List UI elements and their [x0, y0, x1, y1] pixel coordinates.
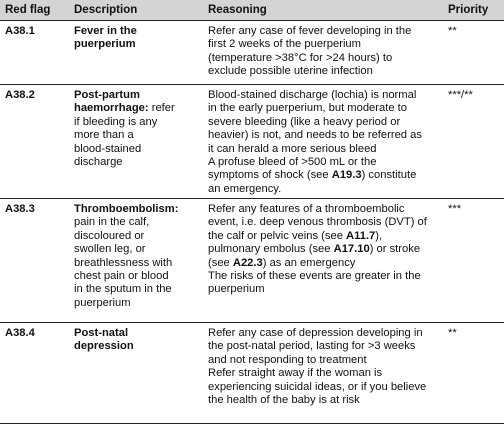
- reasoning-line: A profuse bleed of >500 mL or the: [208, 156, 377, 169]
- table-row: [0, 21, 504, 85]
- description-line: breathlessness with: [74, 256, 173, 269]
- description-line: puerperium: [74, 296, 131, 309]
- table-row: [0, 85, 504, 199]
- description-cell: [74, 89, 175, 169]
- red-flag-code: A38.3: [5, 203, 35, 215]
- header-priority: Priority: [448, 4, 489, 16]
- reasoning-line: the health of the baby is at risk: [208, 394, 360, 407]
- description-line: Thromboembolism:: [74, 203, 179, 215]
- description-line: discoloured or: [74, 229, 145, 242]
- description-line: discharge: [74, 156, 123, 169]
- reasoning-line: the calf or pelvic veins (see A11.7),: [208, 229, 383, 242]
- reasoning-line: exclude possible uterine infection: [208, 65, 373, 78]
- priority-cell: ***: [448, 203, 462, 215]
- reasoning-line: the post-natal period, lasting for >3 weeks: [208, 340, 416, 353]
- red-flag-code: A38.1: [5, 25, 35, 37]
- priority-cell: **: [448, 327, 457, 339]
- reasoning-line: symptoms of shock (see A19.3) constitute: [208, 169, 417, 182]
- table-row: [0, 199, 504, 323]
- table-header: [0, 0, 504, 21]
- reasoning-cell: [208, 25, 411, 79]
- reasoning-line: Refer straight away if the woman is: [208, 367, 383, 380]
- reasoning-line: first 2 weeks of the puerperium: [208, 38, 361, 51]
- description-line: blood-stained: [74, 142, 142, 155]
- reasoning-cell: [208, 89, 422, 196]
- description-line: puerperium: [74, 38, 136, 51]
- reasoning-line: heavier) is not, and needs to be referred as: [208, 129, 422, 142]
- description-line: if bleeding is any: [74, 115, 158, 128]
- description-line: Fever in the: [74, 25, 137, 37]
- reasoning-line: pulmonary embolus (see A17.10) or stroke: [208, 243, 421, 256]
- table-row: [0, 323, 504, 424]
- reasoning-line: Refer any case of fever developing in the: [208, 25, 412, 37]
- reasoning-line: Refer any features of a thromboembolic: [208, 203, 405, 215]
- reasoning-line: severe bleeding (like a heavy period or: [208, 115, 401, 128]
- description-line: pain in the calf,: [74, 216, 150, 229]
- header-description: Description: [74, 4, 138, 16]
- description-line: haemorrhage: refer: [74, 102, 175, 115]
- reasoning-line: Blood-stained discharge (lochia) is normal: [208, 89, 417, 101]
- description-line: in the sputum in the: [74, 283, 172, 296]
- reasoning-line: experiencing suicidal ideas, or if you believe: [208, 380, 427, 393]
- reasoning-line: (temperature >38°C for >24 hours) to: [208, 51, 393, 64]
- reasoning-cell: [208, 327, 426, 407]
- priority-cell: **: [448, 25, 457, 37]
- red-flag-code: A38.2: [5, 89, 35, 101]
- description-cell: [74, 203, 178, 310]
- reasoning-line: The risks of these events are greater in the: [208, 270, 421, 283]
- reasoning-cell: [208, 203, 427, 297]
- description-line: Post-partum: [74, 89, 140, 101]
- description-line: more than a: [74, 129, 134, 142]
- reasoning-line: and not responding to treatment: [208, 353, 367, 366]
- header-red-flag: Red flag: [5, 4, 51, 16]
- description-line: swollen leg, or: [74, 243, 146, 256]
- reasoning-line: in the early puerperium, but moderate to: [208, 102, 407, 115]
- priority-cell: ***/**: [448, 89, 473, 101]
- reasoning-line: it can herald a more serious bleed: [208, 142, 377, 155]
- description-line: Post-natal: [74, 327, 129, 339]
- red-flag-code: A38.4: [5, 327, 35, 339]
- description-line: depression: [74, 340, 134, 353]
- reasoning-line: puerperium: [208, 283, 265, 296]
- description-line: chest pain or blood: [74, 270, 169, 283]
- reasoning-line: Refer any case of depression developing in: [208, 327, 423, 339]
- header-reasoning: Reasoning: [208, 4, 267, 16]
- reasoning-line: an emergency.: [208, 182, 282, 195]
- reasoning-line: event, i.e. deep venous thrombosis (DVT) of: [208, 216, 427, 229]
- description-cell: [74, 327, 134, 354]
- description-cell: [74, 25, 137, 52]
- reasoning-line: (see A22.3) as an emergency: [208, 256, 356, 269]
